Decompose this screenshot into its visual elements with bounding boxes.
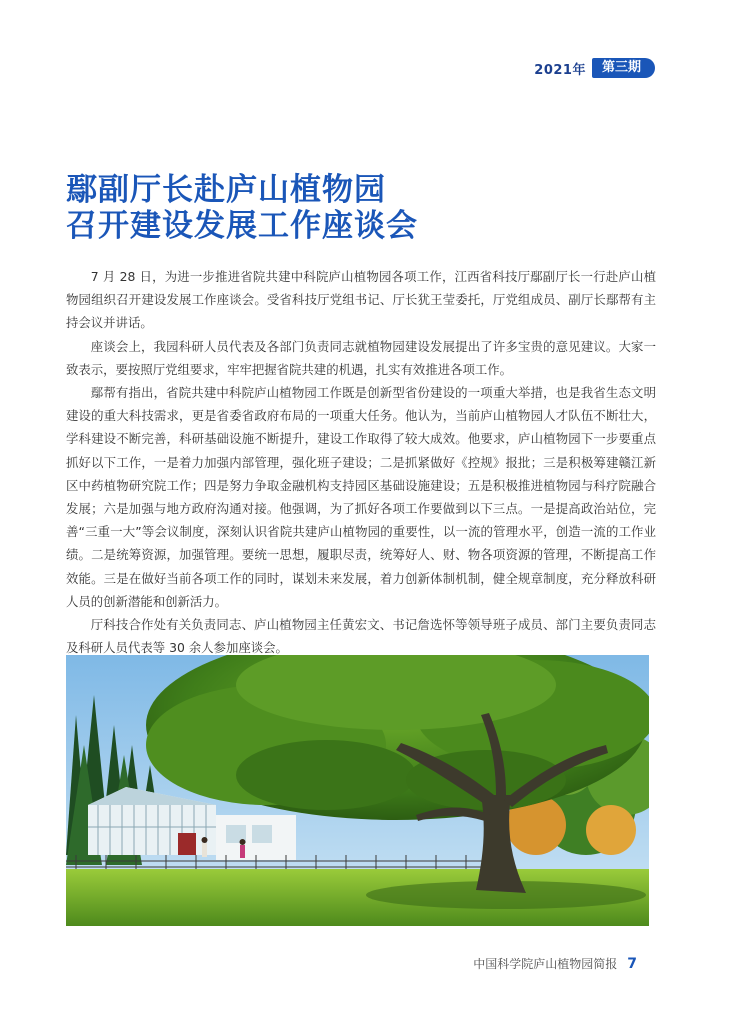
issue-year: 2021年 <box>534 62 586 78</box>
article-title-line-1: 鄢副厅长赴庐山植物园 <box>66 172 386 208</box>
article-paragraph-3: 鄢帮有指出，省院共建中科院庐山植物园工作既是创新型省份建设的一项重大举措，也是我省生态文明建设的重大科技需求，更是省委省政府布局的一项重大任务。他认为，当前庐山植物园人才队伍不断壮大，学科建设不断完善，科研基础设施不断提升，建设工作取得了较大成效。他要求，庐山植物园下一步要重点抓好以下工作，一是着力加强内部管理，强化班子建设；二是抓紧做好《控规》报批；三是积极筹建赣江新区中药植物研究院工作；四是努力争取金融机构支持园区基础设施建设；五是积极推进植物园与科疗院融合发展；六是加强与地方政府沟通对接。他强调，为了抓好各项工作要做到以下三点。一是提高政治站位，完善“三重一大”等会议制度，深刻认识省院共建庐山植物园的重要性，以一流的管理水平，创造一流的工作业绩。二是统筹资源，加强管理。要统一思想，履职尽责，统筹好人、财、物各项资源的管理，不断提高工作效能。三是在做好当前各项工作的同时，谋划未来发展，着力创新体制机制，健全规章制度，充分释放科研人员的创新潜能和创新活力。 <box>66 385 656 609</box>
issue-header <box>534 58 655 78</box>
garden-tree-illustration <box>66 655 649 926</box>
botanical-garden-photo <box>66 655 649 926</box>
page-footer <box>473 955 637 972</box>
footer-page-number: 7 <box>627 955 637 972</box>
article-title-line-2: 召开建设发展工作座谈会 <box>66 208 418 244</box>
article-paragraph-1: 7 月 28 日，为进一步推进省院共建中科院庐山植物园各项工作，江西省科技厅鄢副厅长一行赴庐山植物园组织召开建设发展工作座谈会。受省科技厅党组书记、厅长犹王莹委托，厅党组成员、副厅长鄢帮有主持会议并讲话。 <box>66 269 656 331</box>
article-title <box>66 172 666 244</box>
article-body <box>66 265 656 659</box>
issue-number-badge: 第三期 <box>592 58 655 78</box>
article-paragraph-4: 厅科技合作处有关负责同志、庐山植物园主任黄宏文、书记詹选怀等领导班子成员、部门主要负责同志及科研人员代表等 30 余人参加座谈会。 <box>66 617 656 656</box>
article-paragraph-2: 座谈会上，我园科研人员代表及各部门负责同志就植物园建设发展提出了许多宝贵的意见建议。大家一致表示，要按照厅党组要求，牢牢把握省院共建的机遇，扎实有效推进各项工作。 <box>66 338 656 377</box>
footer-journal-name: 中国科学院庐山植物园简报 <box>473 957 618 971</box>
